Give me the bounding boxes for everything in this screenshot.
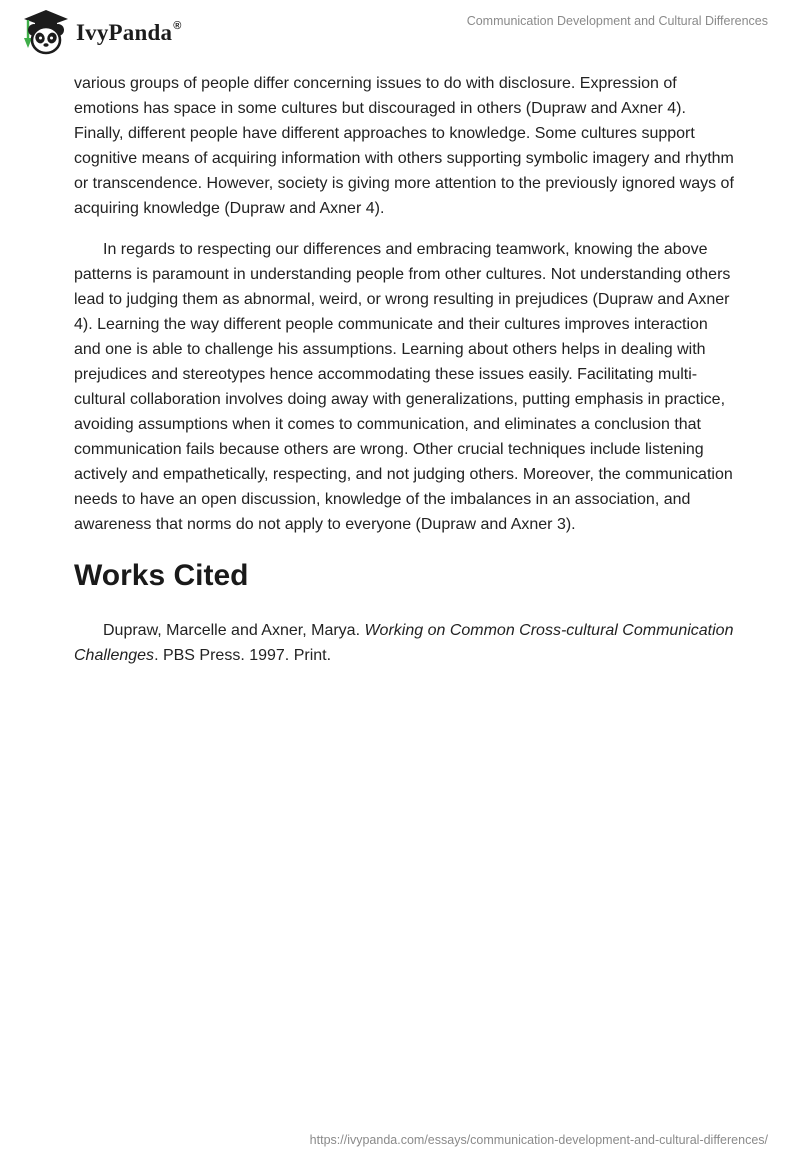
brand-name <box>76 20 182 46</box>
body-paragraph-1: various groups of people differ concerning issues to do with disclosure. Expression of emotions has space in some cultures but discouraged in others (Dupraw and Axner 4). Finally, different people have different approaches to knowledge. Some cultures support cognitive means of acquiring information with others supporting symbolic imagery and rhythm or transcendence. However, society is giving more attention to the previously ignored ways of acquiring knowledge (Dupraw and Axner 4). <box>74 75 734 217</box>
page-header <box>0 0 800 64</box>
citation-entry <box>74 618 734 668</box>
body-paragraph-2: In regards to respecting our differences and embracing teamwork, knowing the above patterns is paramount in understanding people from other cultures. Not understanding others lead to judging them as abnormal, weird, or wrong resulting in prejudices (Dupraw and Axner 4). Learning the way different people communicate and their cultures improves interaction and one is able to challenge his assumptions. Learning about others helps in dealing with prejudices and stereotypes hence accommodating these issues easily. Facilitating multi-cultural collaboration involves doing away with generalizations, putting emphasis in practice, avoiding assumptions when it comes to communication, and eliminates a conclusion that communication fails because others are wrong. Other crucial techniques include listening actively and empathetically, respecting, and not judging others. Moreover, the communication needs to have an open discussion, knowledge of the imbalances in an association, and awareness that norms do not apply to everyone (Dupraw and Axner 3). <box>74 241 733 533</box>
essay-content <box>74 71 734 668</box>
citation-title: Working on Common Cross-cultural Communication Challenges <box>74 622 734 664</box>
citation-authors: Dupraw, Marcelle and Axner, Marya. <box>103 622 365 639</box>
source-url[interactable]: https://ivypanda.com/essays/communication-development-and-cultural-differences/ <box>309 1133 768 1147</box>
registered-mark: ® <box>173 20 182 33</box>
panda-graduation-cap-logo-icon <box>16 8 72 56</box>
works-cited-heading: Works Cited <box>74 559 249 592</box>
document-title: Communication Development and Cultural Differences <box>466 14 768 28</box>
citation-publication: . PBS Press. 1997. Print. <box>154 647 332 664</box>
ivypanda-logo[interactable] <box>16 8 182 56</box>
brand-name-text: IvyPanda <box>76 20 173 45</box>
